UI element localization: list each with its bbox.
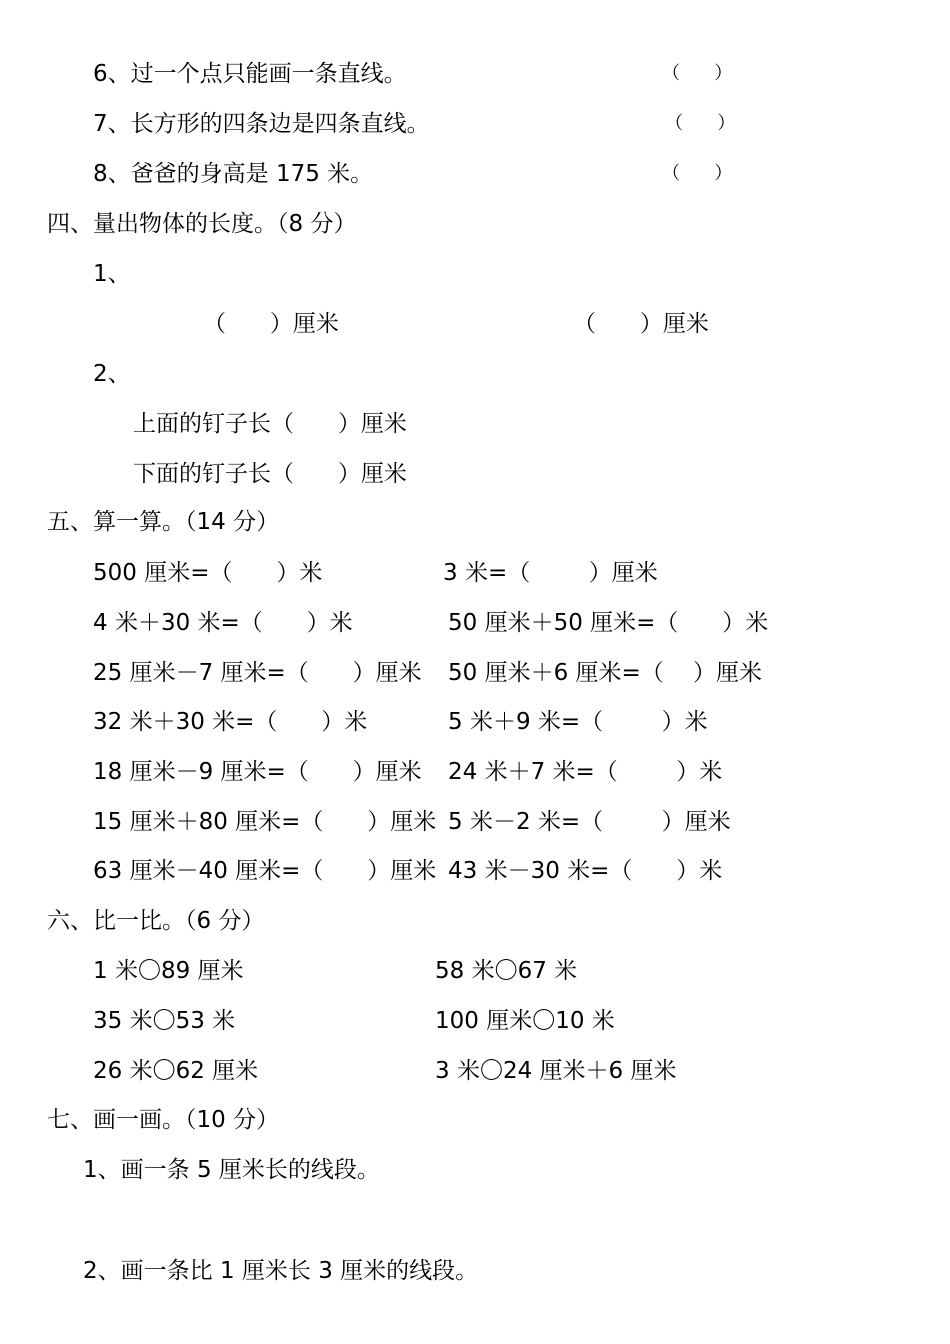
draw-question-2: 2、画一条比 1 厘米长 3 厘米的线段。: [83, 1258, 479, 1284]
calc-right-5: 24 米＋7 米=（ ）米: [448, 759, 723, 785]
section-7-title: 七、画一画。（10 分）: [47, 1107, 280, 1133]
calc-left-7: 63 厘米－40 厘米=（ ）厘米: [93, 858, 437, 884]
compare-left-1: 1 米〇89 厘米: [93, 958, 244, 984]
judge-answer-blank-8: （ ）: [662, 163, 733, 184]
judge-answer-blank-7: （ ）: [665, 113, 736, 134]
compare-right-2: 100 厘米〇10 米: [435, 1008, 615, 1034]
calc-left-6: 15 厘米＋80 厘米=（ ）厘米: [93, 809, 437, 835]
section-4-q1-right-answer: （ ）厘米: [573, 311, 709, 337]
judge-item-8: 8、爸爸的身高是 175 米。: [93, 161, 374, 187]
section-6-title: 六、比一比。（6 分）: [47, 908, 265, 934]
calc-left-2: 4 米＋30 米=（ ）米: [93, 610, 353, 636]
calc-left-3: 25 厘米－7 厘米=（ ）厘米: [93, 660, 422, 686]
calc-right-1: 3 米=（ ）厘米: [443, 560, 658, 586]
calc-left-4: 32 米＋30 米=（ ）米: [93, 709, 368, 735]
compare-right-3: 3 米〇24 厘米＋6 厘米: [435, 1058, 677, 1084]
calc-left-5: 18 厘米－9 厘米=（ ）厘米: [93, 759, 422, 785]
compare-left-2: 35 米〇53 米: [93, 1008, 236, 1034]
calc-right-4: 5 米＋9 米=（ ）米: [448, 709, 708, 735]
section-4-q2-top-nail: 上面的钉子长（ ）厘米: [133, 411, 407, 437]
section-4-q1-left-answer: （ ）厘米: [203, 311, 339, 337]
section-4-title: 四、量出物体的长度。（8 分）: [47, 211, 357, 237]
calc-right-3: 50 厘米＋6 厘米=（ ）厘米: [448, 660, 763, 686]
section-4-q1-label: 1、: [93, 261, 131, 287]
section-4-q2-label: 2、: [93, 361, 131, 387]
section-4-q2-bottom-nail: 下面的钉子长（ ）厘米: [133, 461, 407, 487]
calc-right-2: 50 厘米＋50 厘米=（ ）米: [448, 610, 769, 636]
section-5-title: 五、算一算。（14 分）: [47, 509, 280, 535]
judge-item-7: 7、长方形的四条边是四条直线。: [93, 111, 430, 137]
compare-right-1: 58 米〇67 米: [435, 958, 578, 984]
calc-right-7: 43 米－30 米=（ ）米: [448, 858, 723, 884]
calc-right-6: 5 米－2 米=（ ）厘米: [448, 809, 731, 835]
compare-left-3: 26 米〇62 厘米: [93, 1058, 259, 1084]
judge-item-6: 6、过一个点只能画一条直线。: [93, 61, 407, 87]
draw-question-1: 1、画一条 5 厘米长的线段。: [83, 1157, 380, 1183]
calc-left-1: 500 厘米=（ ）米: [93, 560, 323, 586]
judge-answer-blank-6: （ ）: [662, 63, 733, 84]
